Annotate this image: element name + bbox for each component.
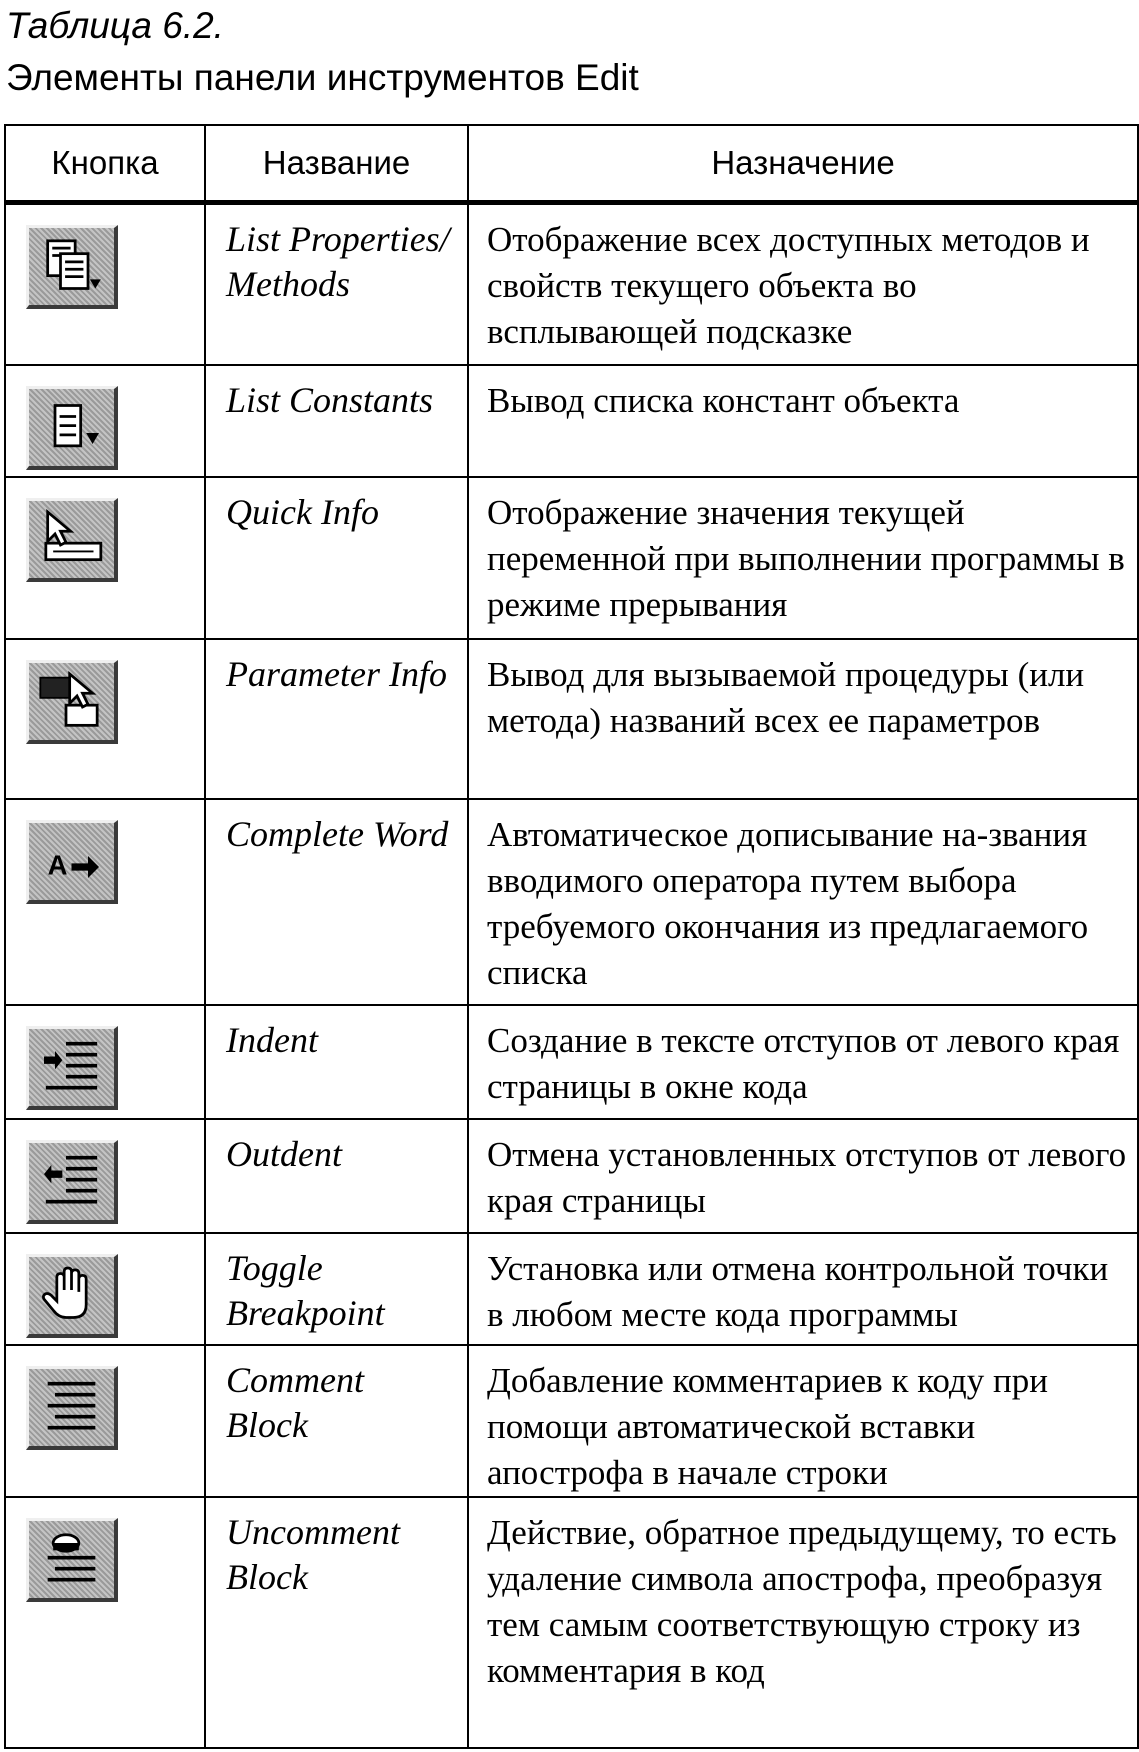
icon-cell [5,365,205,477]
table-row [5,1345,1138,1497]
list-constants-icon [26,386,118,470]
element-name: Toggle Breakpoint [205,1233,468,1345]
header-purpose: Назначение [468,125,1138,203]
element-description: Добавление комментариев к коду при помощи автоматической вставки апострофа в начале строки [468,1345,1138,1497]
icon-cell [5,1233,205,1345]
element-name: List Constants [205,365,468,477]
element-name: Parameter Info [205,639,468,799]
icon-cell [5,203,205,365]
icon-cell [5,639,205,799]
element-description: Установка или отмена контрольной точки в любом месте кода программы [468,1233,1138,1345]
header-row [5,125,1138,203]
header-name: Название [205,125,468,203]
table-row [5,1233,1138,1345]
element-description: Вывод для вызываемой процедуры (или метода) названий всех ее параметров [468,639,1138,799]
list-properties-methods-icon [26,225,118,309]
element-name: Quick Info [205,477,468,639]
table-row [5,1005,1138,1119]
icon-cell [5,1497,205,1749]
quick-info-icon [26,498,118,582]
element-name: Outdent [205,1119,468,1233]
element-description: Отображение значения текущей переменной при выполнении программы в режиме прерывания [468,477,1138,639]
table-row [5,799,1138,1005]
table-row [5,1497,1138,1749]
element-description: Отмена установленных отступов от левого края страницы [468,1119,1138,1233]
indent-icon [26,1026,118,1110]
element-name: Indent [205,1005,468,1119]
icon-cell [5,1119,205,1233]
element-description: Вывод списка констант объекта [468,365,1138,477]
icon-cell [5,799,205,1005]
element-name: Uncomment Block [205,1497,468,1749]
table-title: Элементы панели инструментов Edit [6,57,639,98]
comment-block-icon [26,1366,118,1450]
table-number: Таблица 6.2. [6,5,224,46]
parameter-info-icon [26,660,118,744]
icon-cell [5,1345,205,1497]
table-row [5,203,1138,365]
element-description: Отображение всех доступных методов и свойств текущего объекта во всплывающей подсказке [468,203,1138,365]
icon-cell [5,477,205,639]
element-name: List Properties/ Methods [205,203,468,365]
element-name: Complete Word [205,799,468,1005]
hand-icon [26,1254,118,1338]
svg-text:A: A [47,848,68,880]
icon-cell [5,1005,205,1119]
uncomment-block-icon [26,1518,118,1602]
toolbar-elements-table [4,124,1139,1749]
outdent-icon [26,1140,118,1224]
element-description: Автоматическое дописывание на-звания вводимого оператора путем выбора требуемого окончания из предлагаемого списка [468,799,1138,1005]
table-row [5,477,1138,639]
element-name: Comment Block [205,1345,468,1497]
element-description: Действие, обратное предыдущему, то есть удаление символа апострофа, преобразуя тем самым соответствующую строку из комментария в код [468,1497,1138,1749]
table-row [5,365,1138,477]
table-row [5,639,1138,799]
header-button: Кнопка [5,125,205,203]
element-description: Создание в тексте отступов от левого края страницы в окне кода [468,1005,1138,1119]
complete-word-icon [26,820,118,904]
table-row [5,1119,1138,1233]
